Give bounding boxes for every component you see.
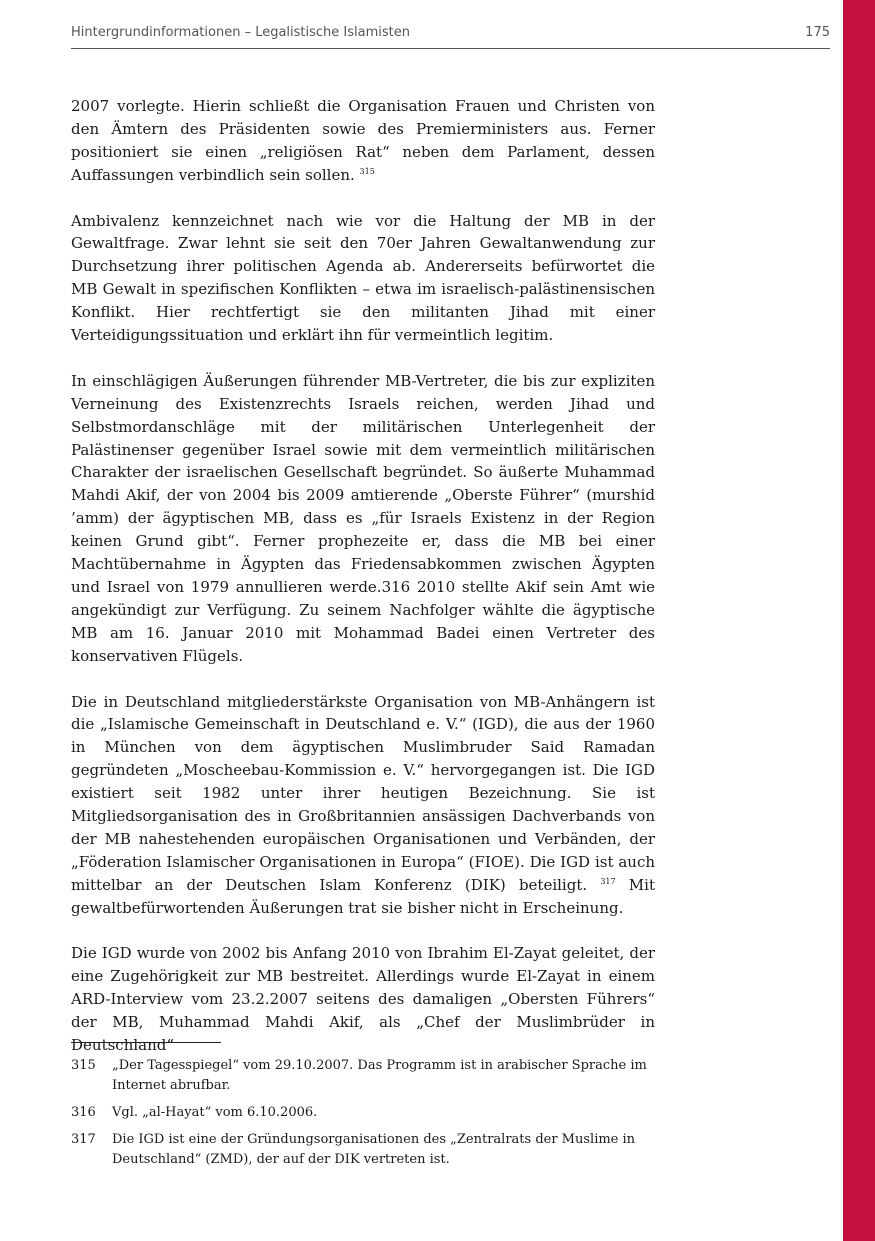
footnote-number: 316 <box>71 1105 96 1120</box>
page-number: 175 <box>805 25 830 40</box>
footnote-ref: 317 <box>600 876 616 886</box>
footnote <box>71 1130 655 1170</box>
footnote <box>71 1056 655 1096</box>
footnotes <box>71 1056 655 1177</box>
footnote-divider <box>71 1042 221 1043</box>
running-header <box>71 22 830 49</box>
paragraph: Ambivalenz kennzeichnet nach wie vor die Haltung der MB in der Gewaltfrage. Zwar lehnt sie seit den 70er Jahren Gewaltanwendung zur Durchsetzung ihrer politischen Agenda ab. Andererseits befürwortet die MB Gewalt in spezifischen Konflikten – etwa im israelisch-palästinensischen Konflikt. Hier rechtfertigt sie den militanten Jihad mit einer Verteidigungssituation und erklärt ihn für vermeintlich legitim. <box>71 211 655 345</box>
footnote-number: 317 <box>71 1132 96 1147</box>
side-accent-bar <box>843 0 875 1241</box>
paragraph: Die in Deutschland mitgliederstärkste Organisation von MB-Anhängern ist die „Islamische Gemeinschaft in Deutschland e. V.“ (IGD), die aus der 1960 in München von dem ägyptischen Muslimbruder Said Ramadan gegründeten „Moscheebau-Kommission e. V.“ hervorgegangen ist. Die IGD existiert seit 1982 unter ihrer heutigen Bezeichnung. Sie ist Mitgliedsorganisation des in Großbritannien ansässigen Dachverbands von der MB nahestehenden europäischen Organisationen und Verbänden, der „Föderation Islamischer Organisationen in Europa“ (FIOE). Die IGD ist auch mittelbar an der Deutschen Islam Konferenz (DIK) beteiligt. $^{317}$ Mit gewaltbefürwortenden Äußerungen trat sie bisher nicht in Erscheinung. <box>71 692 655 917</box>
footnote-text: Die IGD ist eine der Gründungsorganisationen des „Zentralrats der Muslime in Deutschland“ (ZMD), der auf der DIK vertreten ist. <box>112 1132 636 1167</box>
paragraph: In einschlägigen Äußerungen führender MB-Vertreter, die bis zur expliziten Verneinung des Existenzrechts Israels reichen, werden Jihad und Selbstmordanschläge mit der militärischen Unterlegenheit der Palästinenser gegenüber Israel sowie mit dem vermeintlich militärischen Charakter der israelischen Gesellschaft begründet. So äußerte Muhammad Mahdi Akif, der von 2004 bis 2009 amtierende „Oberste Führer“ (murshid ’amm) der ägyptischen MB, dass es „für Israels Existenz in der Region keinen Grund gibt“. Ferner prophezeite er, dass die MB bei einer Machtübernahme in Ägypten das Friedensabkommen zwischen Ägypten und Israel von 1979 annullieren werde.316 2010 stellte Akif sein Amt wie angekündigt zur Verfügung. Zu seinem Nachfolger wählte die ägyptische MB am 16. Januar 2010 mit Mohammad Badei einen Vertreter des konservativen Flügels. <box>71 371 655 665</box>
footnote-text: „Der Tagesspiegel“ vom 29.10.2007. Das Programm ist in arabischer Sprache im Internet abrufbar. <box>112 1058 647 1093</box>
body-text <box>71 95 655 1080</box>
paragraph: Die IGD wurde von 2002 bis Anfang 2010 von Ibrahim El-Zayat geleitet, der eine Zugehörigkeit zur MB bestreitet. Allerdings wurde El-Zayat in einem ARD-Interview vom 23.2.2007 seitens des damaligen „Obersten Führers“ der MB, Muhammad Mahdi Akif, als „Chef der Muslimbrüder in Deutschland“ <box>71 944 655 1055</box>
footnote-ref: 315 <box>359 166 375 176</box>
footnote <box>71 1103 655 1123</box>
footnote-text: Vgl. „al-Hayat“ vom 6.10.2006. <box>112 1105 318 1120</box>
running-title: Hintergrundinformationen – Legalistische Islamisten <box>71 25 410 40</box>
footnote-number: 315 <box>71 1058 96 1073</box>
paragraph: 2007 vorlegte. Hierin schließt die Organisation Frauen und Christen von den Ämtern des Präsidenten sowie des Premierministers aus. Ferner positioniert sie einen „religiösen Rat“ neben dem Parlament, dessen Auffassungen verbindlich sein sollen. $^{315}$ <box>71 97 655 184</box>
